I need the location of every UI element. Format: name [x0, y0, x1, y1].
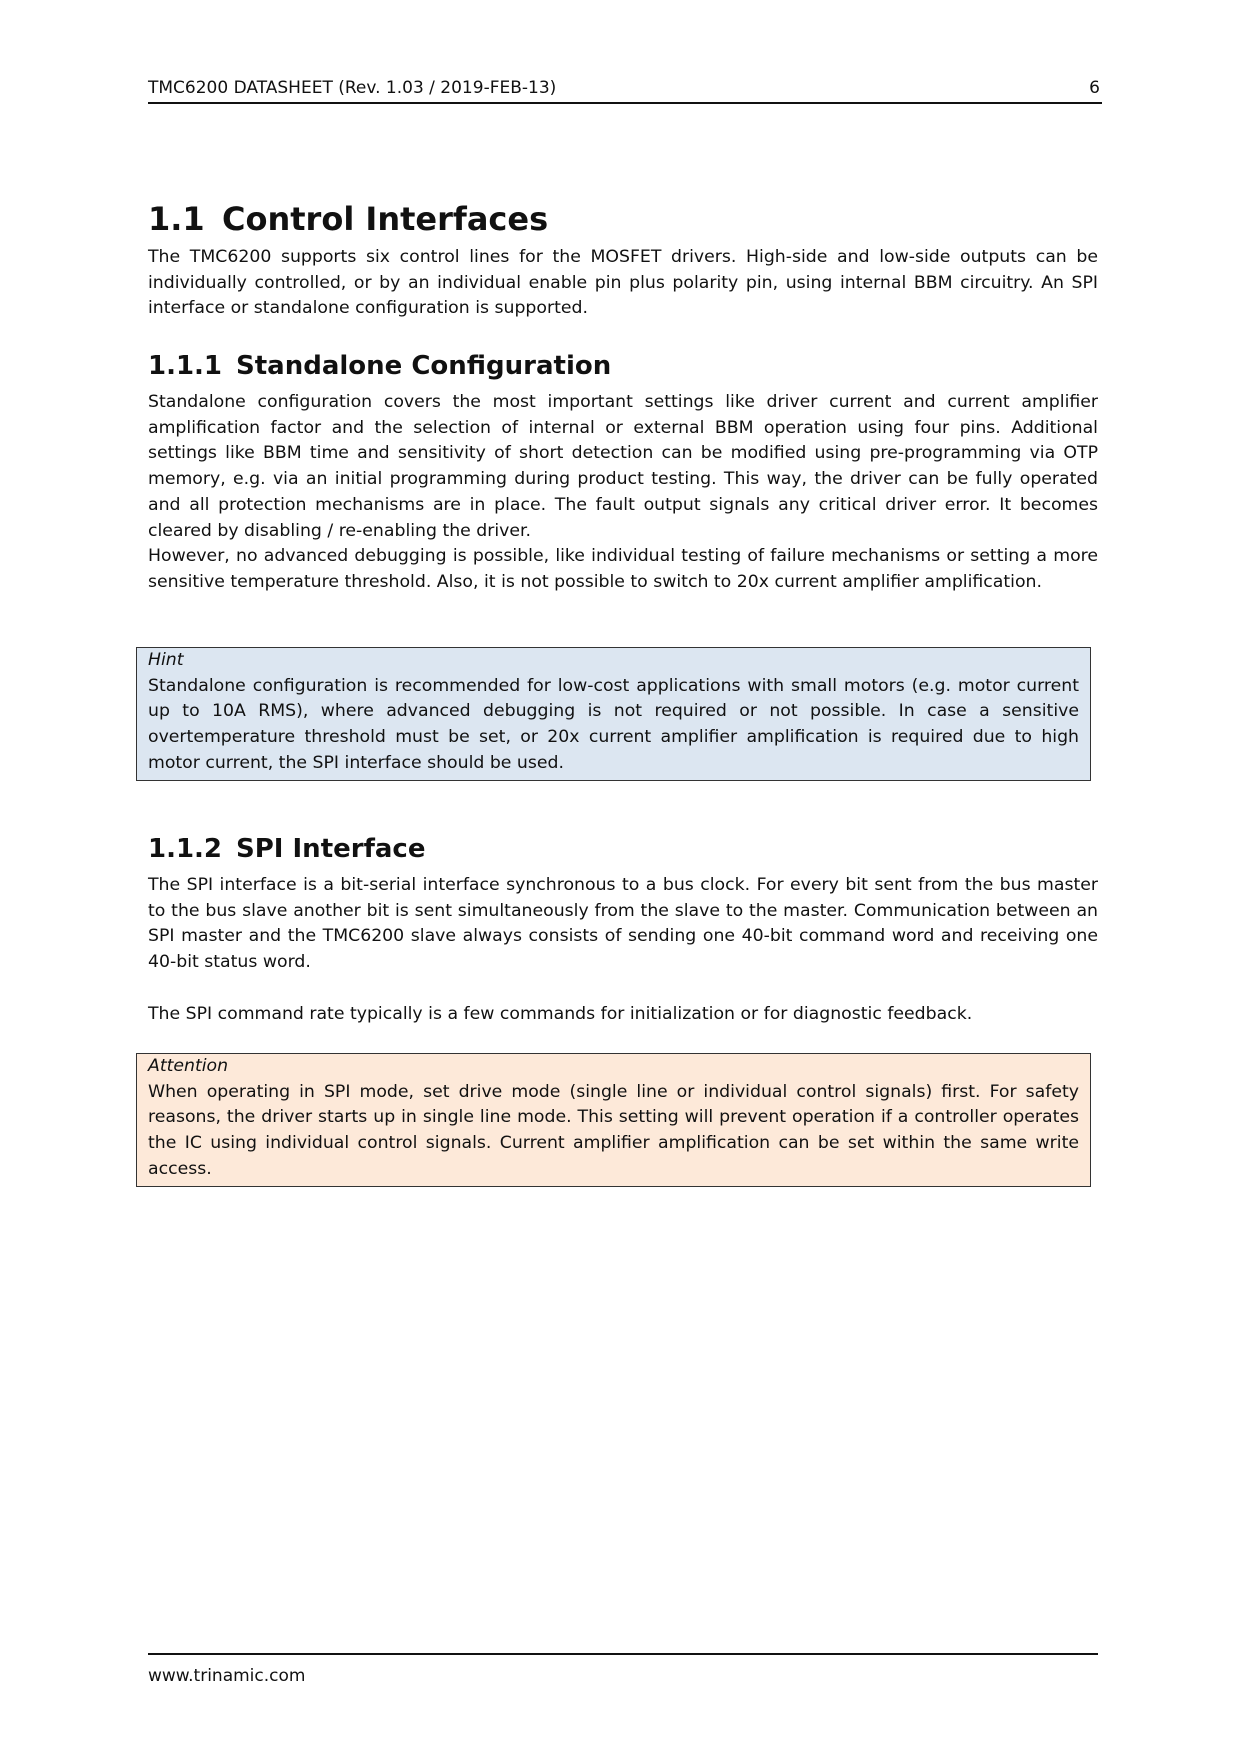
- spi-paragraph-2: The SPI command rate typically is a few commands for initialization or for diagnostic feedback.: [148, 1004, 973, 1024]
- control-interfaces-paragraph: The TMC6200 supports six control lines for the MOSFET drivers. High-side and low-side outputs can be individually controlled, or by an individual enable pin plus polarity pin, using internal BBM circuitry. An SPI interface or standalone configuration is supported.: [148, 247, 1098, 319]
- section-number: 1.1.1: [148, 351, 223, 381]
- section-title: SPI Interface: [236, 834, 426, 864]
- attention-box: [136, 1053, 1091, 1187]
- section-heading-1-1: [148, 199, 548, 239]
- section-number: 1.1: [148, 200, 205, 238]
- attention-text: When operating in SPI mode, set drive mode (single line or individual control signals) first. For safety reasons, the driver starts up in single line mode. This setting will prevent operation if a controller operates the IC using individual control signals. Current amplifier amplification can be set within the same write access.: [148, 1081, 1079, 1179]
- hint-title: Hint: [148, 650, 184, 670]
- footer-divider: [148, 1653, 1098, 1655]
- section-title: Standalone Configuration: [236, 351, 612, 381]
- page-number: 6: [1089, 78, 1100, 98]
- standalone-paragraph-1: Standalone configuration covers the most important settings like driver current and current amplifier amplification factor and the selection of internal or external BBM operation using four pins. Additional settings like BBM time and sensitivity of short detection can be modified using pre-programming via OTP memory, e.g. via an initial programming during product testing. This way, the driver can be fully operated and all protection mechanisms are in place. The fault output signals any critical driver error. It becomes cleared by disabling / re-enabling the driver.: [148, 392, 1098, 541]
- page-header: [148, 76, 1102, 104]
- hint-text: Standalone configuration is recommended for low-cost applications with small motors (e.g. motor current up to 10A RMS), where advanced debugging is not required or not possible. In case a sensitive overtemperature threshold must be set, or 20x current amplifier amplification is required due to high motor current, the SPI interface should be used.: [148, 675, 1079, 773]
- footer-website-link[interactable]: www.trinamic.com: [148, 1666, 306, 1686]
- attention-title: Attention: [148, 1056, 229, 1076]
- section-number: 1.1.2: [148, 834, 223, 864]
- section-heading-1-1-2: [148, 832, 425, 866]
- standalone-paragraph-2: However, no advanced debugging is possible, like individual testing of failure mechanisms or setting a more sensitive temperature threshold. Also, it is not possible to switch to 20x current amplifier amplification.: [148, 546, 1098, 592]
- document-title: TMC6200 DATASHEET (Rev. 1.03 / 2019-FEB-13): [148, 78, 557, 98]
- section-heading-1-1-1: [148, 349, 611, 383]
- spi-paragraph-1: The SPI interface is a bit-serial interface synchronous to a bus clock. For every bit sent from the bus master to the bus slave another bit is sent simultaneously from the slave to the master. Communication between an SPI master and the TMC6200 slave always consists of sending one 40-bit command word and receiving one 40-bit status word.: [148, 875, 1098, 973]
- section-title: Control Interfaces: [222, 200, 549, 238]
- hint-box: [136, 647, 1091, 781]
